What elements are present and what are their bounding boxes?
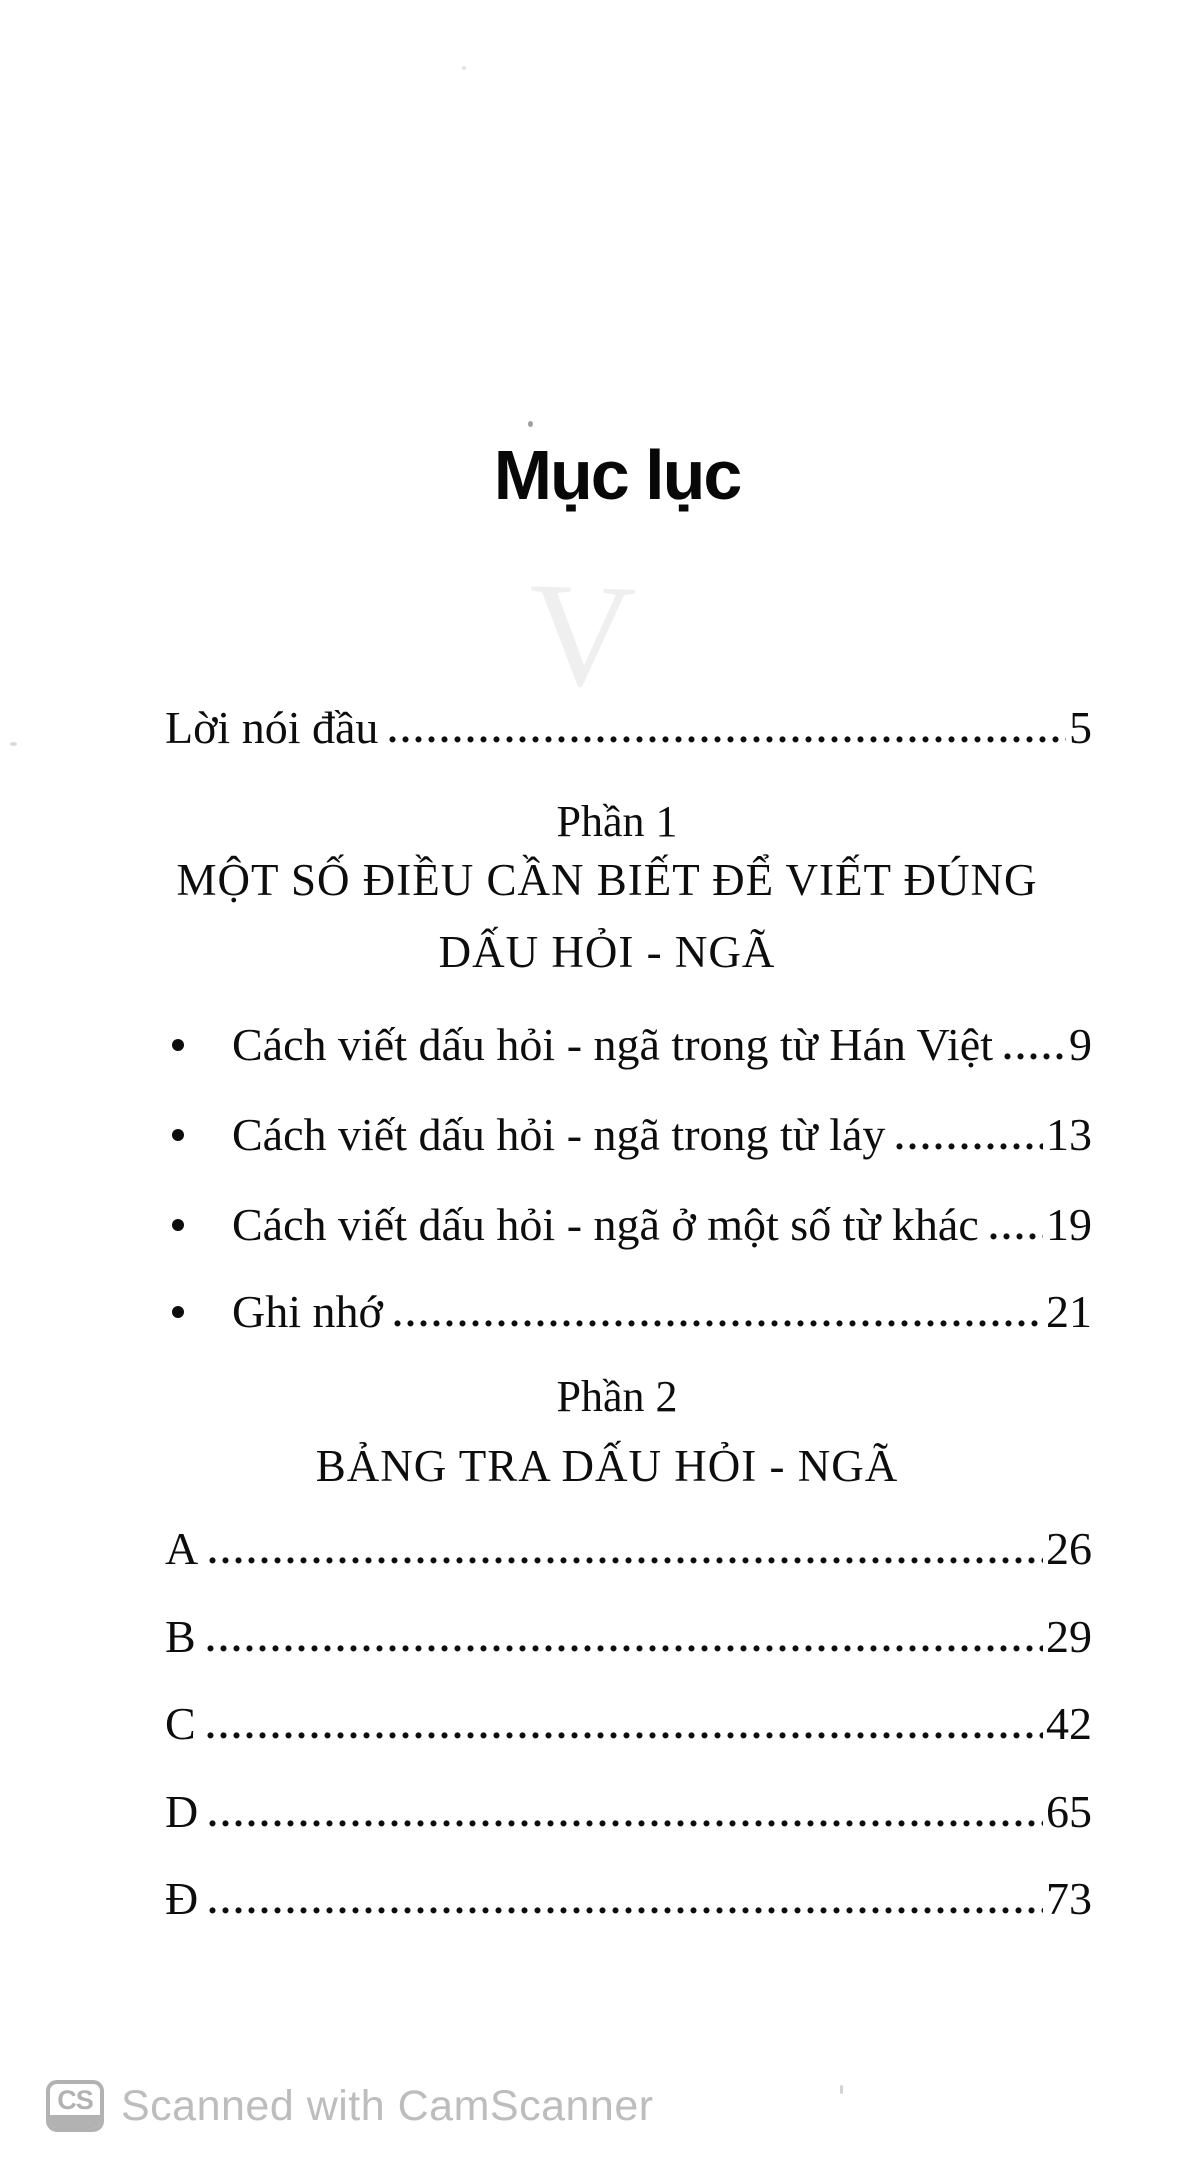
toc-entry-letter [165,1698,1092,1749]
page-title: Mục lục [493,436,741,514]
bullet-icon [172,1129,184,1141]
dot-leader [386,736,1066,743]
toc-entry-letter [165,1611,1092,1662]
dot-leader [391,1320,1043,1327]
camscanner-logo-text: CS [57,2085,93,2115]
camscanner-watermark [46,2080,654,2132]
toc-entry-label: Cách viết dấu hỏi - ngã trong từ láy [232,1109,886,1160]
scan-speck [840,2085,843,2094]
toc-entry-letter [165,1523,1092,1574]
toc-entry-label: Ghi nhớ [232,1286,383,1337]
dot-leader [206,1557,1043,1564]
toc-entry-front-matter [165,702,1092,753]
camscanner-logo-icon [46,2080,104,2132]
part1-heading: Phần 1 [556,797,678,846]
camscanner-logo-bar [50,2115,100,2128]
dot-leader [1001,1053,1066,1060]
toc-entry-page-number: 26 [1046,1523,1092,1574]
toc-entry-letter [165,1873,1092,1924]
scan-ghost-glyph: V [525,552,638,720]
toc-entry-page-number: 65 [1046,1786,1092,1837]
dot-leader [987,1233,1043,1240]
toc-entry-page-number: 73 [1046,1873,1092,1924]
toc-entry-label: D [165,1786,199,1837]
toc-entry-page-number: 9 [1069,1019,1092,1070]
toc-entry-letter [165,1786,1092,1837]
dot-leader [204,1645,1043,1652]
dot-leader [204,1732,1043,1739]
toc-entry-label: A [165,1523,199,1574]
dot-leader [893,1143,1043,1150]
toc-entry [172,1199,1092,1250]
part1-title-line1: MỘT SỐ ĐIỀU CẦN BIẾT ĐỂ VIẾT ĐÚNG [176,855,1038,905]
bullet-icon [172,1039,184,1051]
toc-entry-label: B [165,1611,196,1662]
bullet-icon [172,1219,184,1231]
toc-entry-label: C [165,1698,196,1749]
scan-speck [528,421,533,427]
toc-entry [172,1019,1092,1070]
toc-entry-page-number: 5 [1069,702,1092,753]
toc-entry-page-number: 19 [1046,1199,1092,1250]
toc-entry-page-number: 13 [1046,1109,1092,1160]
dot-leader [206,1820,1043,1827]
toc-entry-label: Đ [165,1873,199,1924]
bullet-icon [172,1306,184,1318]
camscanner-watermark-text: Scanned with CamScanner [121,2081,654,2130]
part2-title-line1: BẢNG TRA DẤU HỎI - NGÃ [315,1441,899,1491]
part1-title-line2: DẤU HỎI - NGÃ [438,927,776,977]
scan-speck [462,66,466,70]
toc-entry-label: Cách viết dấu hỏi - ngã ở một số từ khác [232,1199,979,1250]
dot-leader [206,1907,1043,1914]
toc-entry-page-number: 29 [1046,1611,1092,1662]
part2-heading: Phần 2 [556,1372,678,1421]
toc-entry-page-number: 21 [1046,1286,1092,1337]
scan-speck [10,742,17,746]
toc-entry [172,1286,1092,1337]
toc-entry [172,1109,1092,1160]
toc-entry-label: Lời nói đầu [165,702,379,753]
toc-entry-label: Cách viết dấu hỏi - ngã trong từ Hán Việt [232,1019,993,1070]
toc-entry-page-number: 42 [1046,1698,1092,1749]
